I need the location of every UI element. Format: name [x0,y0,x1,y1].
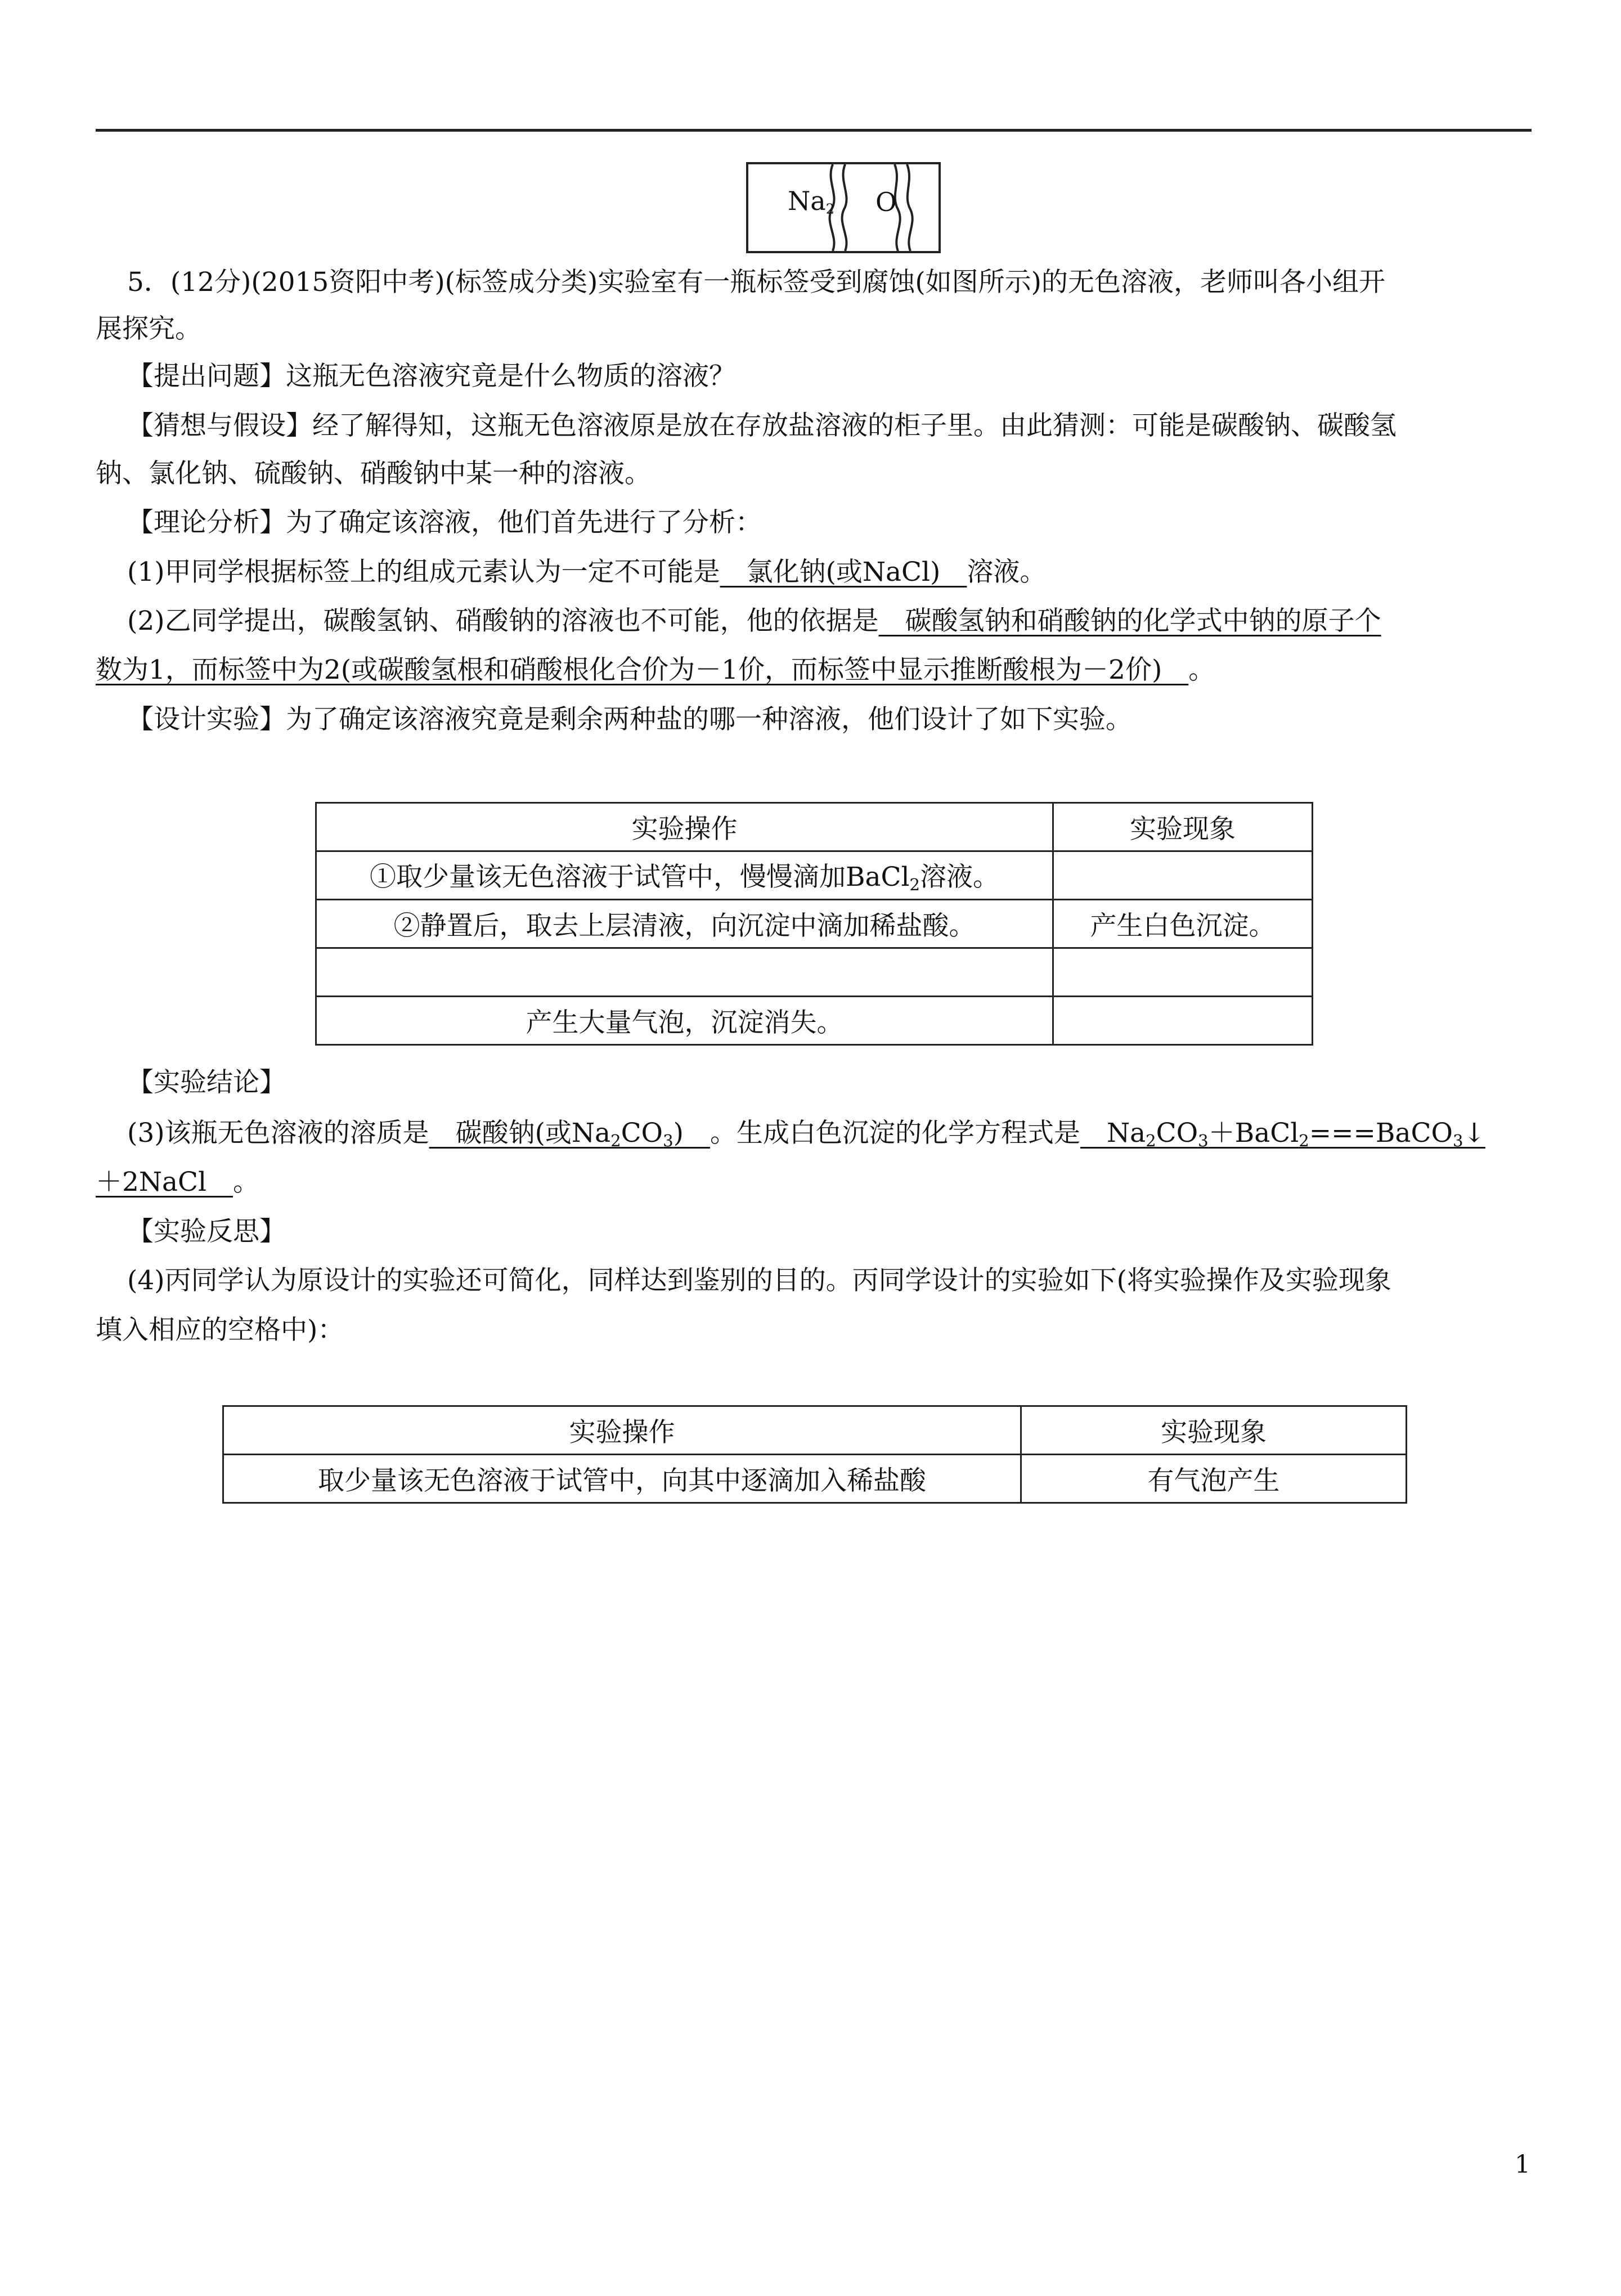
table-header-operation: 实验操作 [223,1406,1021,1455]
experiment-reflection: 【实验反思】 [127,1216,286,1247]
table-cell: 产生白色沉淀。 [1053,900,1313,948]
table-row [316,851,1313,900]
sub-question-3-line-1: (3)该瓶无色溶液的溶质是 碳酸钠(或$Na_2CO_3$) 。生成白色沉淀的化学方程式是 $Na_2CO_3+BaCl_2===BaCO_3↓$ [127,1118,1485,1151]
sub-question-4-line-2: 填入相应的空格中)： [96,1315,344,1346]
design-experiment: 【设计实验】为了确定该溶液究竟是剩余两种盐的哪一种溶液，他们设计了如下实验。 [127,704,1132,735]
hypothesis-line-2: 钠、氯化钠、硫酸钠、硝酸钠中某一种的溶液。 [96,458,651,489]
sub-question-2-line-2: 数为1，而标签中为2(或碳酸氢根和硝酸根化合价为－1价，而标签中显示推断酸根为－2价) 。 [96,654,1215,685]
table-row [223,1455,1407,1503]
experiment-table-2 [222,1405,1407,1504]
table-cell: ②静置后，取去上层清液，向沉淀中滴加稀盐酸。 [316,900,1053,948]
table-row [316,900,1313,948]
corroded-label-figure [746,162,941,253]
header-rule [96,129,1532,132]
experiment-conclusion: 【实验结论】 [127,1067,286,1098]
table-cell [1053,851,1313,900]
sub-question-3-line-2: ＋2NaCl 。 [96,1167,260,1198]
question-line-2: 展探究。 [96,313,201,344]
answer-1: 氯化钠(或NaCl) [720,557,967,588]
sub-question-2-line-1: (2)乙同学提出，碳酸氢钠、硝酸钠的溶液也不可能，他的依据是 碳酸氢钠和硝酸钠的化学式中钠的原子个 [127,606,1381,636]
table-cell: ①取少量该无色溶液于试管中，慢慢滴加BaCl$_2$溶液。 [316,851,1053,900]
table-cell: 产生大量气泡，沉淀消失。 [316,997,1053,1045]
table-header-phenomenon: 实验现象 [1021,1406,1407,1455]
table-row [316,948,1313,997]
table-row [223,1406,1407,1455]
table-cell: 有气泡产生 [1021,1455,1407,1503]
table-cell [1053,997,1313,1045]
theory-analysis: 【理论分析】为了确定该溶液，他们首先进行了分析： [127,507,762,538]
question-line-1: 5．(12分)(2015资阳中考)(标签成分类)实验室有一瓶标签受到腐蚀(如图所示)的无色溶液，老师叫各小组开 [127,267,1386,298]
label-text-o: O [875,187,897,217]
answer-3: 碳酸钠(或$Na_2CO_3$) [429,1118,710,1151]
table-row [316,803,1313,851]
page-number: 1 [1515,2150,1530,2179]
table-cell [316,948,1053,997]
answer-2-part-a: 碳酸氢钠和硝酸钠的化学式中钠的原子个 [878,606,1381,636]
corroded-label-outline [748,164,939,251]
table-header-phenomenon: 实验现象 [1053,803,1313,851]
table-row [316,997,1313,1045]
answer-2-part-b: 数为1，而标签中为2(或碳酸氢根和硝酸根化合价为－1价，而标签中显示推断酸根为－2价) [96,654,1189,685]
chemical-equation-part-b: ＋2NaCl [96,1167,234,1198]
hypothesis-line-1: 【猜想与假设】经了解得知，这瓶无色溶液原是放在存放盐溶液的柜子里。由此猜测：可能是碳酸钠、碳酸氢 [127,410,1397,441]
table-header-operation: 实验操作 [316,803,1053,851]
experiment-table-1 [315,802,1313,1046]
table-cell [1053,948,1313,997]
chemical-equation-part-a: $Na_2CO_3+BaCl_2===BaCO_3↓$ [1080,1118,1485,1151]
sub-question-1: (1)甲同学根据标签上的组成元素认为一定不可能是 氯化钠(或NaCl) 溶液。 [127,557,1047,588]
raise-question: 【提出问题】这瓶无色溶液究竟是什么物质的溶液？ [127,361,735,392]
sub-question-4-line-1: (4)丙同学认为原设计的实验还可简化，同样达到鉴别的目的。丙同学设计的实验如下(将实验操作及实验现象 [127,1265,1391,1296]
table-cell: 取少量该无色溶液于试管中，向其中逐滴加入稀盐酸 [223,1455,1021,1503]
label-text-na: $Na_2$ [788,186,834,217]
